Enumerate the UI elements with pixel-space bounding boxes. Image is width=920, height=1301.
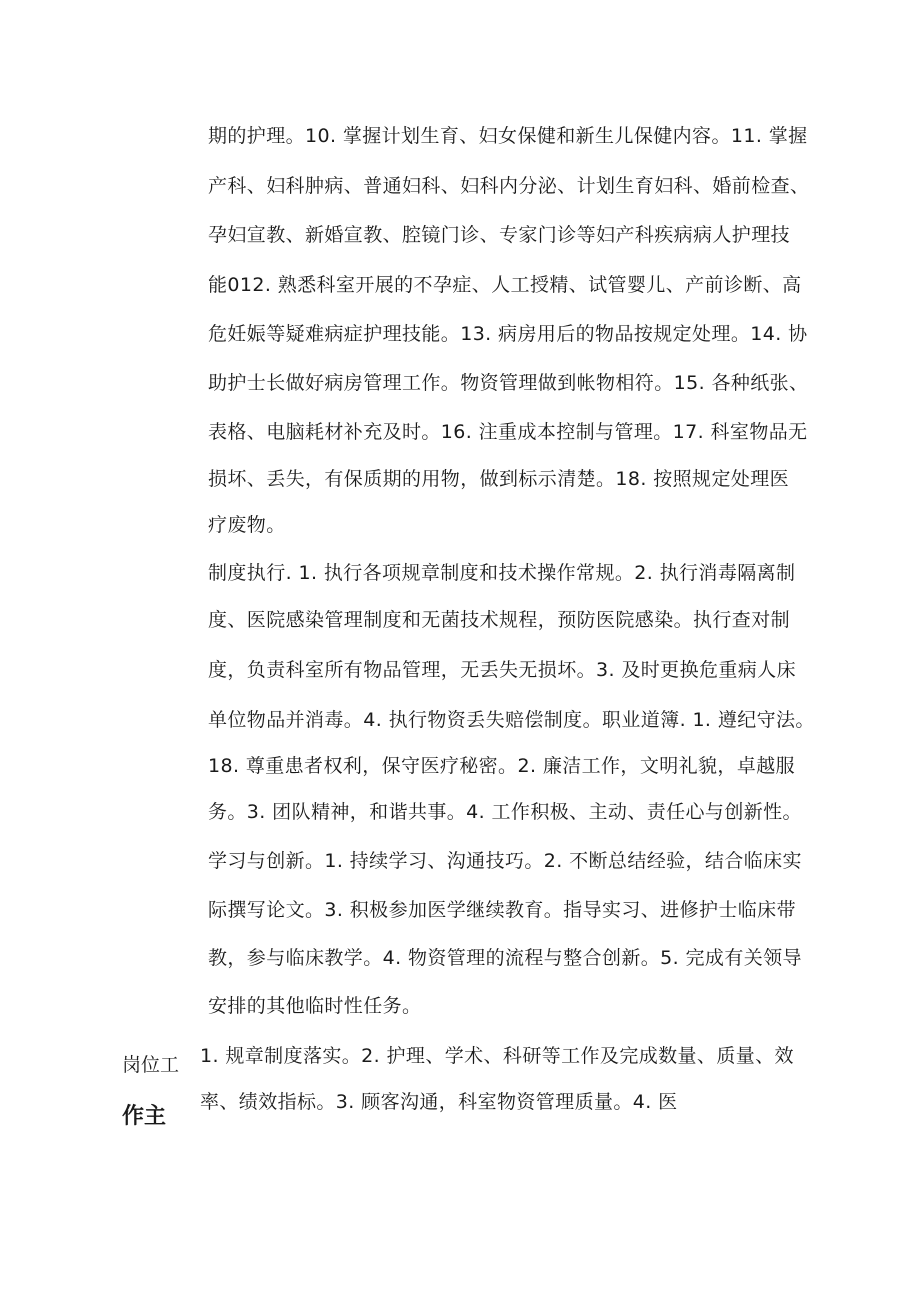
text-line: 度，负责科室所有物品管理，无丢失无损坏。3. 及时更换危重病人床 — [208, 659, 796, 681]
text-line: 助护士长做好病房管理工作。物资管理做到帐物相符。15. 各种纸张、 — [208, 372, 809, 394]
text-line: 表格、电脑耗材补充及时。16. 注重成本控制与管理。17. 科室物品无 — [208, 421, 808, 443]
text-line: 能012. 熟悉科室开展的不孕症、人工授精、试管婴儿、产前诊断、高 — [208, 274, 802, 296]
text-line: 孕妇宣教、新婚宣教、腔镜门诊、专家门诊等妇产科疾病病人护理技 — [208, 224, 791, 246]
text-line: 期的护理。10. 掌握计划生育、妇女保健和新生儿保健内容。11. 掌握 — [208, 125, 808, 147]
text-line: 际撰写论文。3. 积极参加医学继续教育。指导实习、进修护士临床带 — [208, 899, 796, 921]
text-line: 产科、妇科肿病、普通妇科、妇科内分泌、计划生育妇科、婚前检查、 — [208, 175, 810, 197]
text-line: 危妊娠等疑难病症护理技能。13. 病房用后的物品按规定处理。14. 协 — [208, 323, 808, 345]
side-label-line: 作主 — [122, 1104, 167, 1129]
text-line: 务。3. 团队精神，和谐共事。4. 工作积极、主动、责任心与创新性。 — [208, 801, 802, 823]
text-line: 1. 规章制度落实。2. 护理、学术、科研等工作及完成数量、质量、效 — [200, 1045, 794, 1067]
text-line: 教，参与临床教学。4. 物资管理的流程与整合创新。5. 完成有关领导 — [208, 947, 802, 969]
text-line: 疗废物。 — [208, 514, 286, 536]
text-line: 单位物品并消毒。4. 执行物资丢失赔偿制度。职业道簿. 1. 遵纪守法。 — [208, 709, 815, 731]
text-line: 学习与创新。1. 持续学习、沟通技巧。2. 不断总结经验，结合临床实 — [208, 850, 802, 872]
text-line: 度、医院感染管理制度和无菌技术规程，预防医院感染。执行查对制 — [208, 609, 791, 631]
text-line: 率、绩效指标。3. 顾客沟通，科室物资管理质量。4. 医 — [200, 1091, 678, 1113]
text-line: 安排的其他临时性任务。 — [208, 995, 422, 1017]
text-line: 制度执行. 1. 执行各项规章制度和技术操作常规。2. 执行消毒隔离制 — [208, 562, 796, 584]
side-label-line: 岗位工 — [122, 1054, 180, 1076]
text-line: 18. 尊重患者权利，保守医疗秘密。2. 廉洁工作，文明礼貌，卓越服 — [208, 755, 796, 777]
text-line: 损坏、丢失，有保质期的用物，做到标示清楚。18. 按照规定处理医 — [208, 468, 790, 490]
